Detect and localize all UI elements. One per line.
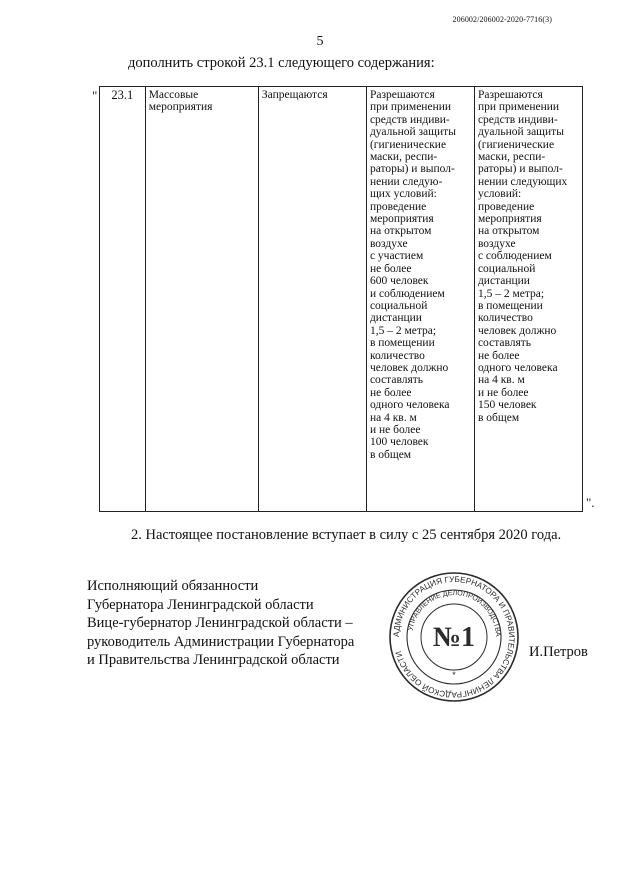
- text-line: одного человека: [477, 361, 558, 374]
- text-line: 100 человек: [369, 436, 429, 449]
- text-line: и не более: [369, 423, 421, 436]
- status-cell: [258, 87, 366, 512]
- stamp-star: *: [452, 670, 456, 680]
- text-line: средств индиви-: [369, 113, 450, 126]
- text-line: 1,5 – 2 метра;: [477, 287, 545, 300]
- text-line: на 4 кв. м: [369, 411, 417, 424]
- signatory-position: [87, 577, 354, 670]
- text-line: социальной: [369, 299, 428, 312]
- text-line: не более: [369, 386, 412, 399]
- status-lines: [262, 89, 363, 101]
- section-2-text: 2. Настоящее постановление вступает в силу с 25 сентября 2020 года.: [131, 527, 562, 543]
- text-line: на 4 кв. м: [477, 374, 525, 387]
- text-line: человек должно: [477, 324, 557, 337]
- text-line: раторы) и выпол-: [477, 163, 563, 176]
- text-line: Вице-губернатор Ленинградской области –: [87, 615, 353, 631]
- text-line: раторы) и выпол-: [369, 163, 455, 176]
- text-line: Разрешаются: [477, 89, 543, 101]
- text-line: не более: [477, 349, 520, 362]
- text-line: не более: [369, 262, 412, 275]
- text-line: составлять: [369, 374, 424, 387]
- text-line: 600 человек: [369, 275, 429, 288]
- text-line: в общем: [369, 448, 412, 461]
- text-line: количество: [369, 349, 425, 362]
- text-line: щих условий:: [369, 188, 437, 201]
- text-line: Запрещаются: [261, 89, 328, 101]
- text-line: Исполняющий обязанности: [87, 578, 259, 594]
- text-line: Массовые: [148, 89, 199, 101]
- conditions-cell-2: [474, 87, 582, 512]
- text-line: дуальной защиты: [369, 126, 456, 139]
- intro-text: дополнить строкой 23.1 следующего содержания:: [128, 55, 435, 71]
- rules-table: [99, 86, 583, 512]
- text-line: проведение: [477, 200, 535, 213]
- text-line: дистанции: [477, 275, 530, 288]
- text-line: руководитель Администрации Губернатора: [87, 633, 355, 650]
- text-line: в помещении: [369, 337, 435, 350]
- document-number: 206002/206002-2020-7716(3): [452, 15, 552, 24]
- text-line: мероприятия: [477, 213, 542, 226]
- text-line: средств индиви-: [477, 113, 558, 126]
- text-line: на открытом: [369, 225, 432, 238]
- text-line: одного человека: [369, 399, 450, 412]
- row-number: 23.1: [111, 88, 134, 102]
- text-line: и Правительства Ленинградской области: [87, 652, 340, 668]
- text-line: составлять: [477, 337, 532, 350]
- text-line: воздухе: [477, 237, 516, 250]
- text-line: и не более: [477, 386, 529, 399]
- stamp-ring-text: АДМИНИСТРАЦИЯ ГУБЕРНАТОРА И ПРАВИТЕЛЬСТВА ЛЕНИНГРАДСКОЙ ОБЛАСТИ: [391, 574, 517, 700]
- signatory-name: И.Петров: [529, 644, 588, 660]
- text-line: Разрешаются: [369, 89, 435, 101]
- activity-cell: [145, 87, 258, 512]
- text-line: и соблюдением: [369, 287, 445, 300]
- text-line: Губернатора Ленинградской области: [87, 596, 314, 613]
- activity-lines: [149, 89, 255, 114]
- text-line: (гигиенические: [477, 138, 555, 151]
- text-line: на открытом: [477, 225, 540, 238]
- text-line: в помещении: [477, 299, 543, 312]
- text-line: проведение: [369, 200, 427, 213]
- opening-quote: ": [92, 88, 98, 103]
- text-line: с участием: [369, 250, 424, 263]
- text-line: маски, респи-: [369, 151, 438, 164]
- stamp-inner-text: УПРАВЛЕНИЕ ДЕЛОПРОИЗВОДСТВА: [407, 589, 502, 637]
- text-line: социальной: [477, 262, 536, 275]
- text-line: дистанции: [369, 312, 422, 325]
- text-line: воздухе: [369, 237, 408, 250]
- table-row: [100, 87, 583, 512]
- text-line: при применении: [477, 101, 560, 114]
- signatory-position-lines: [87, 577, 354, 670]
- text-line: с соблюдением: [477, 250, 552, 263]
- text-line: человек должно: [369, 361, 449, 374]
- text-line: дуальной защиты: [477, 126, 564, 139]
- text-line: нении следующих: [477, 175, 568, 188]
- row-number-cell: [100, 87, 146, 512]
- text-line: количество: [477, 312, 533, 325]
- official-stamp: [387, 570, 521, 704]
- text-line: условий:: [477, 188, 522, 201]
- text-line: при применении: [369, 101, 452, 114]
- closing-quote: ".: [586, 495, 595, 510]
- text-line: мероприятия: [369, 213, 434, 226]
- conditions-lines-2: [478, 89, 579, 424]
- text-line: маски, респи-: [477, 151, 546, 164]
- conditions-lines-1: [370, 89, 471, 461]
- text-line: в общем: [477, 411, 520, 424]
- text-line: 1,5 – 2 метра;: [369, 324, 437, 337]
- text-line: 150 человек: [477, 399, 537, 412]
- conditions-cell-1: [366, 87, 474, 512]
- page-number: 5: [316, 34, 324, 49]
- stamp-number: №1: [432, 622, 476, 653]
- text-line: нении следую-: [369, 175, 443, 188]
- text-line: (гигиенические: [369, 138, 447, 151]
- text-line: мероприятия: [148, 101, 213, 114]
